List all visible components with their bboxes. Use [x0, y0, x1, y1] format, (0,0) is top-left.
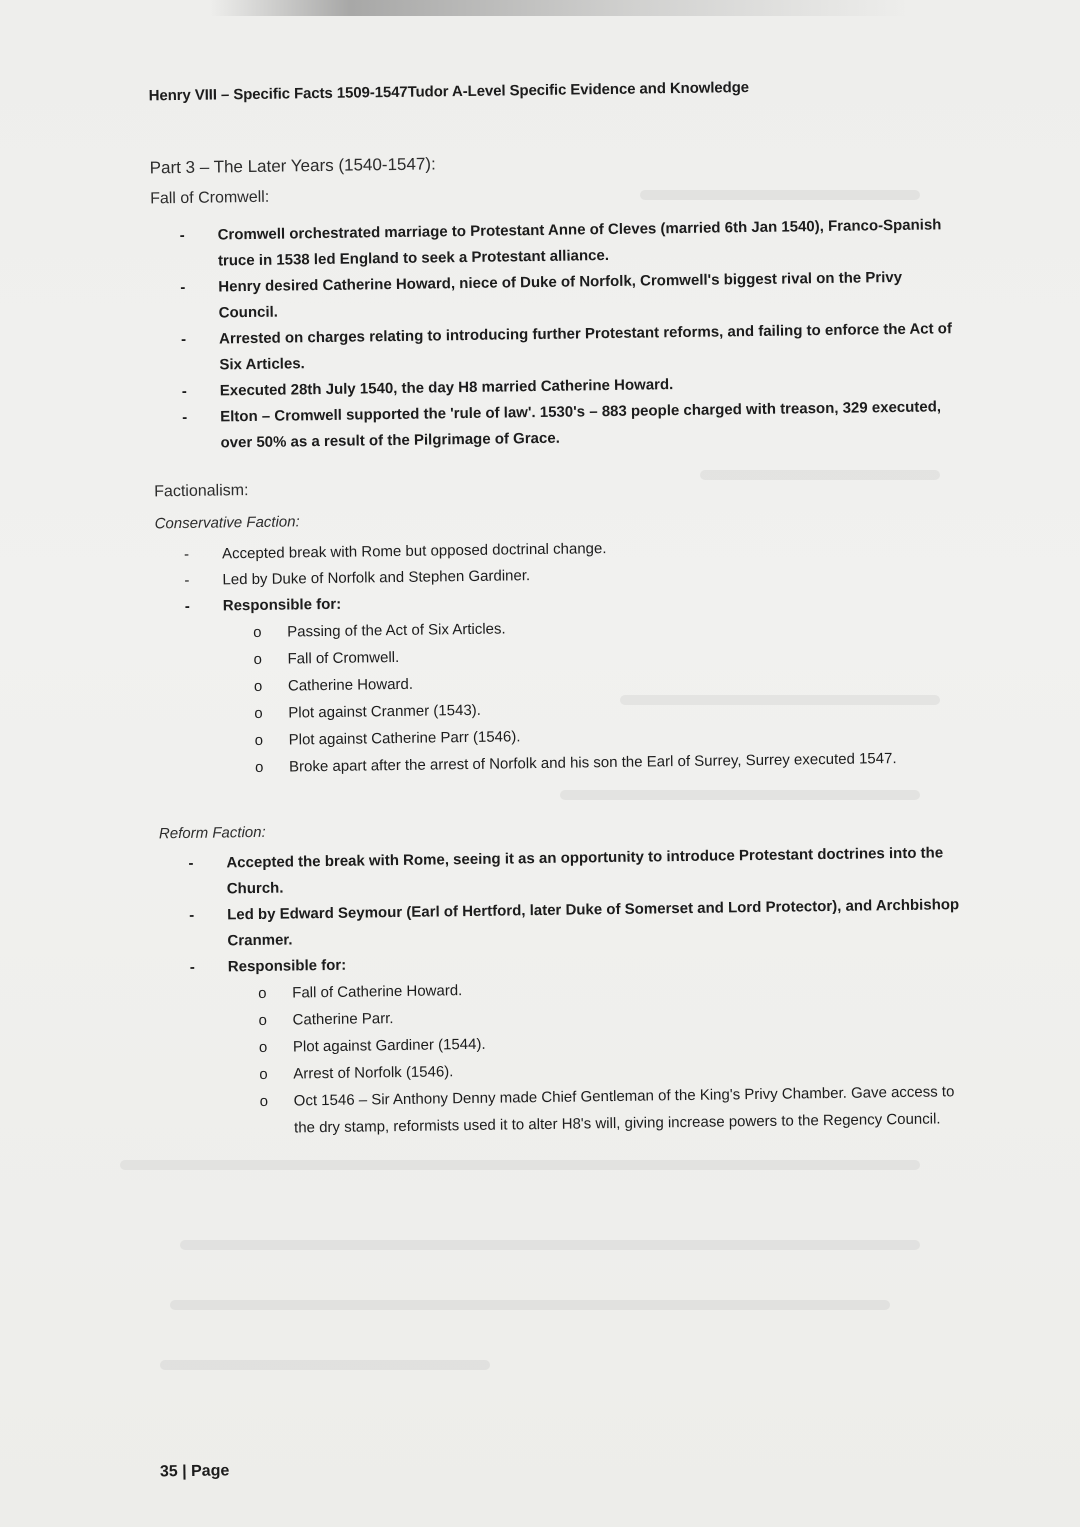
list-item: - Led by Edward Seymour (Earl of Hertford, later Duke of Somerset and Lord Protector), and Archbishop Cranmer.: [185, 892, 961, 955]
page-number: 35 | Page: [159, 1462, 230, 1481]
sub-list-item: o Catherine Parr.: [228, 997, 961, 1034]
list-item: - Cromwell orchestrated marriage to Protestant Anne of Cleves (married 6th Jan 1540), Franco-Spanish truce in 1538 led England to seek a Protestant alliance.: [175, 212, 951, 275]
conservative-faction-heading: Conservative Faction:: [154, 513, 300, 533]
sub-list-item: o Oct 1546 – Sir Anthony Denny made Chief Gentleman of the King's Privy Chamber. Gave access to the dry stamp, reformists used it to alter H8's will, giving increase powers to the Regency Council.: [230, 1078, 964, 1142]
sub-list-item: o Catherine Howard.: [224, 663, 957, 700]
list-item: - Elton – Cromwell supported the 'rule of law'. 1530's – 883 people charged with treason, 329 executed, over 50% as a result of the Pilgrimage of Grace.: [178, 394, 954, 457]
list-item: [186, 944, 964, 1143]
list-item: - Led by Duke of Norfolk and Stephen Gardiner.: [180, 557, 955, 594]
conservative-bullet-list: [180, 531, 958, 782]
reform-bullet-list: [184, 840, 963, 1143]
reform-responsible-list: [228, 970, 963, 1142]
sub-list-item: o Fall of Catherine Howard.: [228, 970, 961, 1007]
sub-list-item: o Fall of Cromwell.: [223, 636, 956, 673]
page-header: Henry VIII – Specific Facts 1509-1547Tudor A-Level Specific Evidence and Knowledge: [148, 79, 750, 105]
list-item: - Henry desired Catherine Howard, niece of Duke of Norfolk, Cromwell's biggest rival on the Privy Council.: [176, 264, 952, 327]
sub-list-item: o Arrest of Norfolk (1546).: [229, 1051, 962, 1088]
part-title: Part 3 – The Later Years (1540-1547):: [149, 154, 436, 178]
responsible-label: Responsible for:: [222, 595, 342, 615]
sub-list-item: o Plot against Catherine Parr (1546).: [225, 717, 958, 754]
list-item: - Accepted break with Rome but opposed doctrinal change.: [180, 531, 955, 568]
cromwell-bullet-list: [175, 212, 953, 457]
responsible-label: Responsible for:: [227, 956, 347, 976]
sub-list-item: o Plot against Gardiner (1544).: [229, 1024, 962, 1061]
conservative-responsible-list: [223, 609, 958, 781]
list-item: [181, 583, 959, 782]
section-heading-fall-of-cromwell: Fall of Cromwell:: [150, 188, 270, 208]
sub-list-item: o Broke apart after the arrest of Norfolk and his son the Earl of Surrey, Surrey executed 1547.: [225, 744, 958, 781]
section-heading-factionalism: Factionalism:: [154, 482, 249, 501]
sub-list-item: o Passing of the Act of Six Articles.: [223, 609, 956, 646]
reform-faction-heading: Reform Faction:: [158, 823, 266, 843]
list-item: - Accepted the break with Rome, seeing it as an opportunity to introduce Protestant doctrines into the Church.: [184, 840, 960, 903]
list-item: - Executed 28th July 1540, the day H8 married Catherine Howard.: [178, 368, 953, 405]
list-item: - Arrested on charges relating to introducing further Protestant reforms, and failing to enforce the Act of Six Articles.: [177, 316, 953, 379]
sub-list-item: o Plot against Cranmer (1543).: [224, 690, 957, 727]
